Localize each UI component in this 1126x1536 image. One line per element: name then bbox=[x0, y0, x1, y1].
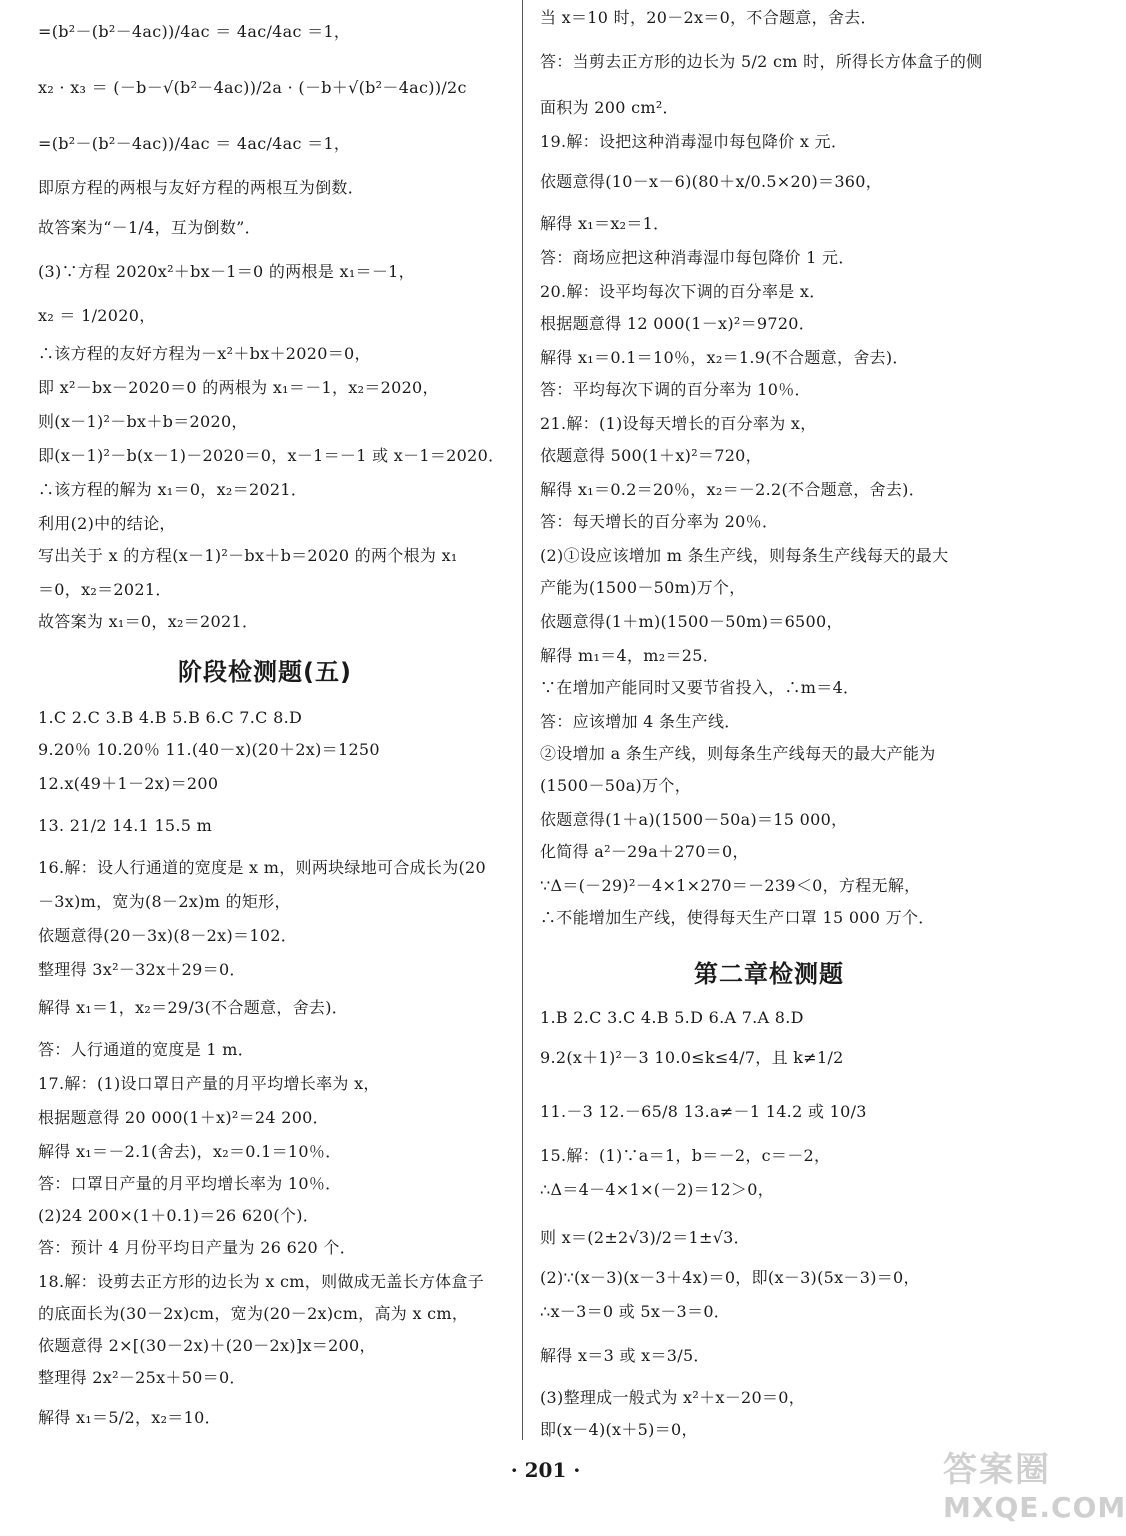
text-line: 9.20％ 10.20％ 11.(40－x)(20＋2x)＝1250 bbox=[38, 740, 380, 759]
text-line: 17.解：(1)设口罩日产量的月平均增长率为 x， bbox=[38, 1074, 380, 1093]
text-line: 20.解：设平均每次下调的百分率是 x． bbox=[540, 282, 826, 301]
text-line: ∴不能增加生产线，使得每天生产口罩 15 000 万个． bbox=[540, 908, 935, 927]
text-line: 即 x²－bx－2020＝0 的两根为 x₁＝－1，x₂＝2020， bbox=[38, 378, 439, 397]
text-line: 根据题意得 20 000(1＋x)²＝24 200． bbox=[38, 1108, 329, 1127]
text-line: 1.B 2.C 3.C 4.B 5.D 6.A 7.A 8.D bbox=[540, 1008, 804, 1027]
section-title-chapter-2-test: 第二章检测题 bbox=[694, 960, 844, 988]
text-line: 解得 x₁＝0.1＝10％，x₂＝1.9(不合题意，舍去)． bbox=[540, 348, 909, 367]
text-line: (1500－50a)万个， bbox=[540, 776, 692, 795]
text-line: (3)整理成一般式为 x²＋x－20＝0， bbox=[540, 1388, 806, 1407]
text-line: 依题意得 500(1＋x)²＝720， bbox=[540, 446, 762, 465]
text-line: 当 x＝10 时，20－2x＝0，不合题意，舍去． bbox=[540, 8, 877, 27]
text-line: 产能为(1500－50m)万个， bbox=[540, 578, 746, 597]
text-line: 答：预计 4 月份平均日产量为 26 620 个． bbox=[38, 1238, 357, 1257]
text-line: 根据题意得 12 000(1－x)²＝9720． bbox=[540, 314, 816, 333]
text-line: 答：平均每次下调的百分率为 10％． bbox=[540, 380, 811, 399]
text-line: 16.解：设人行通道的宽度是 x m，则两块绿地可合成长为(20 bbox=[38, 858, 487, 877]
watermark-top: 答案圈 bbox=[943, 1450, 1051, 1490]
text-line: 则 x＝(2±2√3)/2＝1±√3． bbox=[540, 1228, 750, 1247]
text-line: 解得 x₁＝－2.1(舍去)，x₂＝0.1＝10％． bbox=[38, 1142, 342, 1161]
text-line: (3)∵方程 2020x²＋bx－1＝0 的两根是 x₁＝－1， bbox=[38, 262, 415, 281]
text-line: 答：应该增加 4 条生产线． bbox=[540, 712, 741, 731]
text-line: 的底面长为(30－2x)cm，宽为(20－2x)cm，高为 x cm， bbox=[38, 1304, 469, 1323]
text-line: 依题意得(1＋m)(1500－50m)＝6500， bbox=[540, 612, 843, 631]
text-line: 写出关于 x 的方程(x－1)²－bx＋b＝2020 的两个根为 x₁ bbox=[38, 546, 458, 565]
text-line: 解得 x＝3 或 x＝3/5． bbox=[540, 1346, 710, 1365]
watermark-bottom: MXQE.COM bbox=[943, 1491, 1126, 1524]
text-line: 依题意得(1＋a)(1500－50a)＝15 000， bbox=[540, 810, 848, 829]
text-line: 答：口罩日产量的月平均增长率为 10％． bbox=[38, 1174, 342, 1193]
text-line: 解得 x₁＝0.2＝20％，x₂＝－2.2(不合题意，舍去)． bbox=[540, 480, 925, 499]
text-line: 解得 x₁＝x₂＝1． bbox=[540, 214, 670, 233]
text-line: 故答案为“－1/4，互为倒数”． bbox=[38, 218, 261, 237]
text-line: 21.解：(1)设每天增长的百分率为 x， bbox=[540, 414, 817, 433]
text-line: 则(x－1)²－bx＋b＝2020， bbox=[38, 412, 248, 431]
text-line: 面积为 200 cm²． bbox=[540, 98, 679, 117]
text-line: ②设增加 a 条生产线，则每条生产线每天的最大产能为 bbox=[540, 744, 936, 763]
text-line: 利用(2)中的结论， bbox=[38, 514, 176, 533]
text-line: ∴Δ＝4－4×1×(－2)＝12＞0， bbox=[540, 1180, 774, 1199]
text-line: ∴该方程的友好方程为－x²＋bx＋2020＝0， bbox=[38, 344, 371, 363]
text-line: 11.－3 12.－65/8 13.a≠－1 14.2 或 10/3 bbox=[540, 1102, 867, 1121]
text-line: (2)①设应该增加 m 条生产线，则每条生产线每天的最大 bbox=[540, 546, 949, 565]
text-line: ∵在增加产能同时又要节省投入，∴m＝4． bbox=[540, 678, 860, 697]
text-line: 化简得 a²－29a＋270＝0， bbox=[540, 842, 749, 861]
text-line: 19.解：设把这种消毒湿巾每包降价 x 元． bbox=[540, 132, 848, 151]
text-line: ∴该方程的解为 x₁＝0，x₂＝2021． bbox=[38, 480, 308, 499]
text-line: 解得 x₁＝5/2，x₂＝10． bbox=[38, 1408, 221, 1427]
text-line: =(b²－(b²－4ac))/4ac ＝ 4ac/4ac ＝1， bbox=[38, 22, 351, 41]
text-line: =(b²－(b²－4ac))/4ac ＝ 4ac/4ac ＝1， bbox=[38, 134, 351, 153]
text-line: 故答案为 x₁＝0，x₂＝2021． bbox=[38, 612, 259, 631]
text-line: (2)24 200×(1＋0.1)＝26 620(个)． bbox=[38, 1206, 320, 1225]
text-line: 1.C 2.C 3.B 4.B 5.B 6.C 7.C 8.D bbox=[38, 708, 303, 727]
text-line: 答：每天增长的百分率为 20％． bbox=[540, 512, 779, 531]
text-line: 即(x－1)²－b(x－1)－2020＝0，x－1＝－1 或 x－1＝2020． bbox=[38, 446, 505, 465]
text-line: ∵Δ＝(－29)²－4×1×270＝－239＜0，方程无解， bbox=[540, 876, 921, 895]
text-line: 依题意得 2×[(30－2x)＋(20－2x)]x＝200， bbox=[38, 1336, 376, 1355]
text-line: 12.x(49＋1－2x)＝200 bbox=[38, 774, 219, 793]
text-line: 答：当剪去正方形的边长为 5/2 cm 时，所得长方体盒子的侧 bbox=[540, 52, 983, 71]
text-line: x₂ ＝ 1/2020， bbox=[38, 306, 156, 325]
text-line: 即原方程的两根与友好方程的两根互为倒数． bbox=[38, 178, 365, 197]
text-line: 整理得 2x²－25x＋50＝0． bbox=[38, 1368, 246, 1387]
text-line: －3x)m，宽为(8－2x)m 的矩形， bbox=[38, 892, 291, 911]
column-divider bbox=[522, 0, 523, 1440]
text-line: 答：商场应把这种消毒湿巾每包降价 1 元． bbox=[540, 248, 855, 267]
text-line: 解得 x₁＝1，x₂＝29/3(不合题意，舍去)． bbox=[38, 998, 349, 1017]
page-number: · 201 · bbox=[510, 1458, 581, 1482]
text-line: ∴x－3＝0 或 5x－3＝0． bbox=[540, 1302, 731, 1321]
text-line: 答：人行通道的宽度是 1 m． bbox=[38, 1040, 255, 1059]
text-line: x₂ · x₃ ＝ (－b－√(b²－4ac))/2a · (－b＋√(b²－4ac))/2c bbox=[38, 78, 467, 97]
text-line: ＝0，x₂＝2021． bbox=[38, 580, 172, 599]
text-line: 15.解：(1)∵a＝1，b＝－2，c＝－2， bbox=[540, 1146, 831, 1165]
text-line: 解得 m₁＝4，m₂＝25． bbox=[540, 646, 719, 665]
watermark-logo bbox=[943, 1442, 1126, 1532]
text-line: 整理得 3x²－32x＋29＝0． bbox=[38, 960, 246, 979]
text-line: 依题意得(20－3x)(8－2x)＝102． bbox=[38, 926, 298, 945]
text-line: 即(x－4)(x＋5)＝0， bbox=[540, 1420, 698, 1439]
text-line: 9.2(x＋1)²－3 10.0≤k≤4/7，且 k≠1/2 bbox=[540, 1048, 844, 1067]
text-line: 13. 21/2 14.1 15.5 m bbox=[38, 816, 213, 835]
text-line: 18.解：设剪去正方形的边长为 x cm，则做成无盖长方体盒子 bbox=[38, 1272, 485, 1291]
text-line: (2)∵(x－3)(x－3＋4x)＝0，即(x－3)(5x－3)＝0， bbox=[540, 1268, 920, 1287]
section-title-stage-test-5: 阶段检测题(五) bbox=[178, 658, 352, 686]
text-line: 依题意得(10－x－6)(80＋x/0.5×20)＝360， bbox=[540, 172, 883, 191]
